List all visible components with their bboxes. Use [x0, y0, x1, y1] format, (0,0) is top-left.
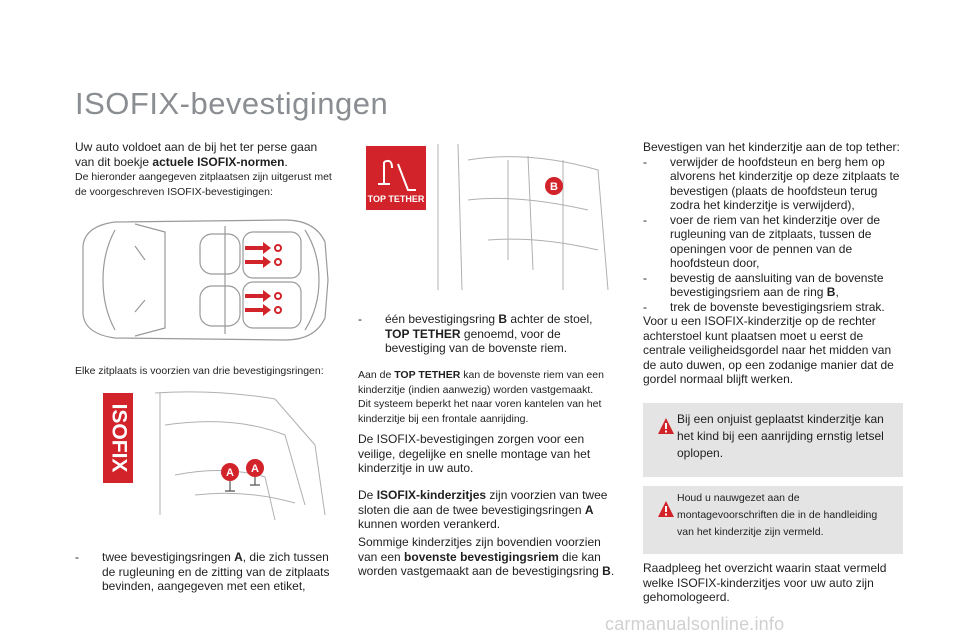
warning-text-1: Bij een onjuist geplaatst kinderzitje kan het kind bij een aanrijding ernstig letsel oplopen.	[677, 412, 884, 460]
isofix-paragraph-1: De ISOFIX-bevestigingen zorgen voor een veilige, degelijke en snelle montage van het kinderzitje in uw auto.	[358, 432, 591, 475]
top-tether-illustration	[358, 140, 620, 300]
warning-icon	[657, 500, 675, 518]
intro-note: De hieronder aangegeven zitplaatsen zijn uitgerust met de voorgeschreven ISOFIX-bevestigingen:	[75, 171, 332, 198]
page-title: ISOFIX-bevestigingen	[75, 86, 389, 121]
top-tether-note: Aan de TOP TETHER kan de bovenste riem van een kinderzitje (indien aanwezig) worden vastgemaakt. Dit systeem beperkt het naar voren kantelen van het kinderzitje bij een frontale aanrijding.	[358, 369, 604, 425]
rings-caption: Elke zitplaats is voorzien van drie bevestigingsringen:	[75, 365, 324, 377]
car-seat-diagram	[75, 212, 337, 348]
warning-text-2: Houd u nauwgezet aan de montagevoorschriften die in de handleiding van het kinderzitje zijn vermeld.	[677, 492, 878, 538]
list-item: - voer de riem van het kinderzitje over de rugleuning van de zitplaats, tussen de openingen voor de pennen van de hoofdsteun door,	[643, 213, 905, 271]
list-item: - twee bevestigingsringen A, die zich tussen de rugleuning en de zitting van de zitplaats bevinden, aangegeven met een etiket,	[75, 550, 337, 594]
footer-watermark: carmanualsonline.info	[605, 614, 785, 634]
top-tether-logo: TOP TETHER	[367, 194, 425, 204]
list-item: - bevestig de aansluiting van de bovenste bevestigingsriem aan de ring B,	[643, 271, 905, 300]
warning-icon	[657, 417, 675, 435]
label-a-1: A	[226, 467, 234, 479]
list-item: - verwijder de hoofdsteun en berg hem op alvorens het kinderzitje op deze zitplaats te bevestigen (plaats de hoofdsteun terug zodra het kinderzitje is verwijderd),	[643, 155, 905, 213]
label-a-2: A	[251, 463, 259, 475]
instructions-heading: Bevestigen van het kinderzitje aan de top tether:	[643, 140, 900, 154]
bullet-list-b	[358, 312, 620, 356]
isofix-paragraph-3: Sommige kinderzitjes zijn bovendien voorzien van een bovenste bevestigingsriem die kan worden vastgemaakt aan de bevestigingsring B.	[358, 535, 615, 578]
list-item: - één bevestigingsring B achter de stoel, TOP TETHER genoemd, voor de bevestiging van de bovenste riem.	[358, 312, 620, 356]
isofix-anchor-illustration	[75, 385, 337, 525]
label-b: B	[550, 181, 558, 193]
list-item: - trek de bovenste bevestigingsriem strak.	[643, 300, 905, 315]
steps-list	[643, 155, 905, 315]
isofix-logo: ISOFIX	[107, 403, 131, 473]
bullet-list-a	[75, 550, 337, 594]
intro-paragraph: Uw auto voldoet aan de bij het ter perse gaan van dit boekje actuele ISOFIX-normen.	[75, 140, 318, 169]
warning-box-1	[643, 403, 903, 477]
warning-box-2	[643, 486, 903, 554]
rear-seat-note: Voor u een ISOFIX-kinderzitje op de rechter achterstoel kunt plaatsen moet u eerst de centrale veiligheidsgordel naar het midden van de auto duwen, op een zodanige manier dat de gordel normaal blijft werken.	[643, 314, 894, 386]
top-tether-instructions	[643, 140, 905, 387]
closing-paragraph: Raadpleeg het overzicht waarin staat vermeld welke ISOFIX-kinderzitjes voor uw auto zijn gehomologeerd.	[643, 561, 887, 604]
isofix-paragraph-2: De ISOFIX-kinderzitjes zijn voorzien van twee sloten die aan de twee bevestigingsringen A kunnen worden verankerd.	[358, 488, 608, 531]
